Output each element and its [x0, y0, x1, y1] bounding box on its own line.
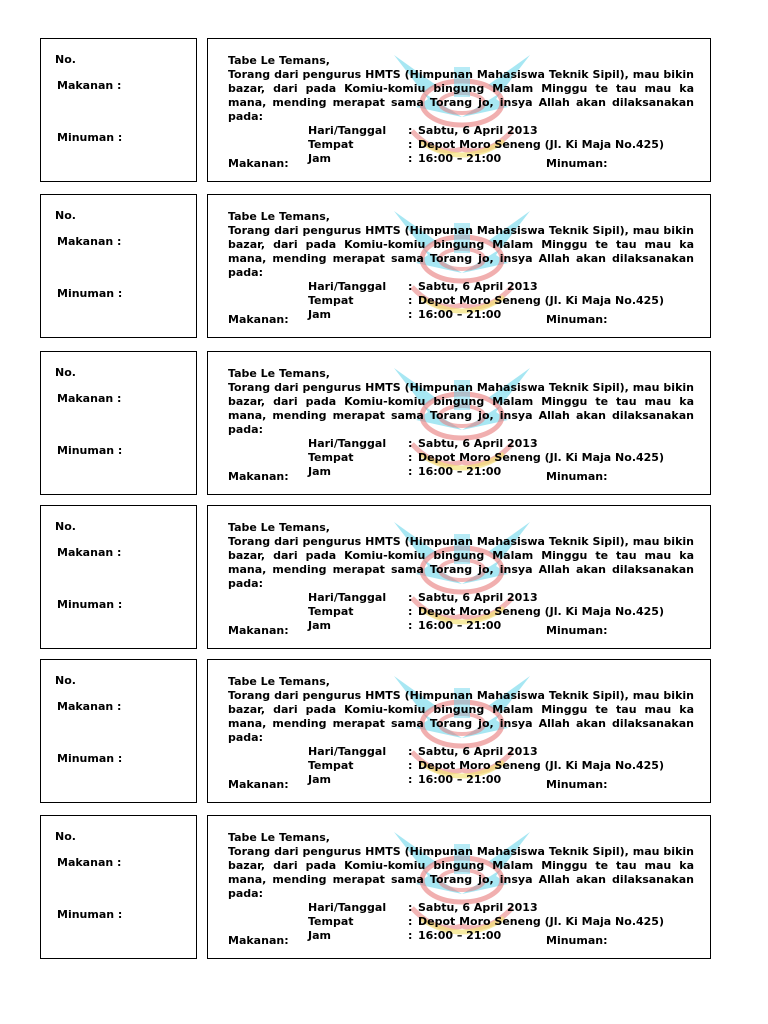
- drink-label: Minuman:: [546, 624, 608, 637]
- stub-food-label: Makanan :: [57, 392, 122, 405]
- detail-colon: :: [408, 901, 413, 914]
- stub-food-label: Makanan :: [57, 235, 122, 248]
- food-label: Makanan:: [228, 934, 289, 947]
- drink-label: Minuman:: [546, 313, 608, 326]
- detail-label: Jam: [308, 929, 331, 942]
- detail-colon: :: [408, 591, 413, 604]
- detail-label: Jam: [308, 152, 331, 165]
- ticket-footer: [228, 934, 694, 947]
- detail-label: Tempat: [308, 138, 354, 151]
- food-label: Makanan:: [228, 157, 289, 170]
- stub-food-label: Makanan :: [57, 856, 122, 869]
- food-label: Makanan:: [228, 470, 289, 483]
- invitation-text: [228, 210, 694, 322]
- stub-drink-label: Minuman :: [57, 908, 123, 921]
- food-label: Makanan:: [228, 778, 289, 791]
- detail-colon: :: [408, 745, 413, 758]
- detail-row-date: [228, 901, 694, 915]
- drink-label: Minuman:: [546, 157, 608, 170]
- stub-number-label: No.: [55, 674, 76, 687]
- greeting: Tabe Le Temans,: [228, 831, 330, 844]
- detail-colon: :: [408, 451, 413, 464]
- detail-row-place: [228, 605, 694, 619]
- detail-row-place: [228, 451, 694, 465]
- stub-number-label: No.: [55, 366, 76, 379]
- invitation-body: Torang dari pengurus HMTS (Himpunan Mahasiswa Teknik Sipil), mau bikin bazar, dari pada Komiu-komiu bingung Malam Minggu te tau mau ka mana, mending merapat sama Torang jo, insya Allah akan dilaksanakan pada:: [228, 689, 694, 744]
- detail-colon: :: [408, 124, 413, 137]
- ticket-body: [207, 815, 711, 959]
- detail-label: Tempat: [308, 451, 354, 464]
- ticket-footer: [228, 157, 694, 170]
- ticket-stub: [40, 194, 197, 338]
- stub-food-label: Makanan :: [57, 700, 122, 713]
- detail-row-place: [228, 138, 694, 152]
- stub-drink-label: Minuman :: [57, 444, 123, 457]
- ticket: [0, 38, 768, 184]
- ticket: [0, 815, 768, 961]
- detail-row-date: [228, 437, 694, 451]
- invitation-text: [228, 54, 694, 166]
- detail-label: Hari/Tanggal: [308, 745, 387, 758]
- detail-label: Tempat: [308, 759, 354, 772]
- detail-label: Jam: [308, 308, 331, 321]
- detail-label: Tempat: [308, 915, 354, 928]
- detail-row-place: [228, 915, 694, 929]
- detail-colon: :: [408, 773, 413, 786]
- drink-label: Minuman:: [546, 470, 608, 483]
- ticket: [0, 659, 768, 805]
- greeting: Tabe Le Temans,: [228, 210, 330, 223]
- detail-value: Depot Moro Seneng (Jl. Ki Maja No.425): [418, 451, 664, 464]
- ticket-stub: [40, 505, 197, 649]
- ticket-stub: [40, 38, 197, 182]
- drink-label: Minuman:: [546, 934, 608, 947]
- invitation-body: Torang dari pengurus HMTS (Himpunan Mahasiswa Teknik Sipil), mau bikin bazar, dari pada Komiu-komiu bingung Malam Minggu te tau mau ka mana, mending merapat sama Torang jo, insya Allah akan dilaksanakan pada:: [228, 224, 694, 279]
- detail-value: Depot Moro Seneng (Jl. Ki Maja No.425): [418, 759, 664, 772]
- ticket-stub: [40, 351, 197, 495]
- ticket-body: [207, 194, 711, 338]
- stub-food-label: Makanan :: [57, 546, 122, 559]
- detail-label: Tempat: [308, 294, 354, 307]
- detail-colon: :: [408, 308, 413, 321]
- invitation-text: [228, 675, 694, 787]
- greeting: Tabe Le Temans,: [228, 675, 330, 688]
- detail-colon: :: [408, 152, 413, 165]
- invitation-body: Torang dari pengurus HMTS (Himpunan Mahasiswa Teknik Sipil), mau bikin bazar, dari pada Komiu-komiu bingung Malam Minggu te tau mau ka mana, mending merapat sama Torang jo, insya Allah akan dilaksanakan pada:: [228, 845, 694, 900]
- detail-row-date: [228, 745, 694, 759]
- detail-label: Hari/Tanggal: [308, 591, 387, 604]
- detail-colon: :: [408, 280, 413, 293]
- detail-value: Sabtu, 6 April 2013: [418, 901, 538, 914]
- invitation-body: Torang dari pengurus HMTS (Himpunan Mahasiswa Teknik Sipil), mau bikin bazar, dari pada Komiu-komiu bingung Malam Minggu te tau mau ka mana, mending merapat sama Torang jo, insya Allah akan dilaksanakan pada:: [228, 68, 694, 123]
- detail-value: Depot Moro Seneng (Jl. Ki Maja No.425): [418, 605, 664, 618]
- detail-value: 16:00 – 21:00: [418, 929, 502, 942]
- stub-food-label: Makanan :: [57, 79, 122, 92]
- greeting: Tabe Le Temans,: [228, 367, 330, 380]
- detail-value: Sabtu, 6 April 2013: [418, 437, 538, 450]
- greeting: Tabe Le Temans,: [228, 54, 330, 67]
- ticket: [0, 351, 768, 497]
- stub-drink-label: Minuman :: [57, 752, 123, 765]
- detail-value: 16:00 – 21:00: [418, 152, 502, 165]
- stub-number-label: No.: [55, 830, 76, 843]
- detail-label: Jam: [308, 773, 331, 786]
- stub-number-label: No.: [55, 53, 76, 66]
- detail-colon: :: [408, 605, 413, 618]
- detail-row-place: [228, 759, 694, 773]
- food-label: Makanan:: [228, 313, 289, 326]
- detail-label: Hari/Tanggal: [308, 437, 387, 450]
- ticket-footer: [228, 624, 694, 637]
- detail-row-place: [228, 294, 694, 308]
- detail-value: Depot Moro Seneng (Jl. Ki Maja No.425): [418, 915, 664, 928]
- detail-value: Sabtu, 6 April 2013: [418, 591, 538, 604]
- detail-value: Depot Moro Seneng (Jl. Ki Maja No.425): [418, 294, 664, 307]
- detail-label: Jam: [308, 465, 331, 478]
- stub-drink-label: Minuman :: [57, 598, 123, 611]
- detail-colon: :: [408, 465, 413, 478]
- detail-label: Hari/Tanggal: [308, 124, 387, 137]
- stub-number-label: No.: [55, 209, 76, 222]
- ticket-body: [207, 351, 711, 495]
- ticket-body: [207, 505, 711, 649]
- detail-row-date: [228, 124, 694, 138]
- ticket-stub: [40, 815, 197, 959]
- detail-colon: :: [408, 437, 413, 450]
- detail-value: 16:00 – 21:00: [418, 308, 502, 321]
- ticket: [0, 194, 768, 340]
- ticket-footer: [228, 470, 694, 483]
- ticket: [0, 505, 768, 651]
- detail-value: Sabtu, 6 April 2013: [418, 124, 538, 137]
- invitation-text: [228, 367, 694, 479]
- detail-value: 16:00 – 21:00: [418, 773, 502, 786]
- detail-value: Depot Moro Seneng (Jl. Ki Maja No.425): [418, 138, 664, 151]
- invitation-text: [228, 521, 694, 633]
- greeting: Tabe Le Temans,: [228, 521, 330, 534]
- drink-label: Minuman:: [546, 778, 608, 791]
- stub-drink-label: Minuman :: [57, 287, 123, 300]
- ticket-body: [207, 659, 711, 803]
- detail-colon: :: [408, 929, 413, 942]
- detail-colon: :: [408, 619, 413, 632]
- detail-value: Sabtu, 6 April 2013: [418, 745, 538, 758]
- detail-label: Hari/Tanggal: [308, 280, 387, 293]
- food-label: Makanan:: [228, 624, 289, 637]
- detail-colon: :: [408, 294, 413, 307]
- detail-row-date: [228, 591, 694, 605]
- detail-label: Jam: [308, 619, 331, 632]
- ticket-stub: [40, 659, 197, 803]
- ticket-footer: [228, 313, 694, 326]
- invitation-body: Torang dari pengurus HMTS (Himpunan Mahasiswa Teknik Sipil), mau bikin bazar, dari pada Komiu-komiu bingung Malam Minggu te tau mau ka mana, mending merapat sama Torang jo, insya Allah akan dilaksanakan pada:: [228, 381, 694, 436]
- detail-label: Tempat: [308, 605, 354, 618]
- detail-colon: :: [408, 759, 413, 772]
- detail-colon: :: [408, 915, 413, 928]
- invitation-body: Torang dari pengurus HMTS (Himpunan Mahasiswa Teknik Sipil), mau bikin bazar, dari pada Komiu-komiu bingung Malam Minggu te tau mau ka mana, mending merapat sama Torang jo, insya Allah akan dilaksanakan pada:: [228, 535, 694, 590]
- detail-value: 16:00 – 21:00: [418, 619, 502, 632]
- stub-number-label: No.: [55, 520, 76, 533]
- detail-label: Hari/Tanggal: [308, 901, 387, 914]
- ticket-body: [207, 38, 711, 182]
- ticket-footer: [228, 778, 694, 791]
- detail-colon: :: [408, 138, 413, 151]
- stub-drink-label: Minuman :: [57, 131, 123, 144]
- detail-row-date: [228, 280, 694, 294]
- detail-value: Sabtu, 6 April 2013: [418, 280, 538, 293]
- invitation-text: [228, 831, 694, 943]
- detail-value: 16:00 – 21:00: [418, 465, 502, 478]
